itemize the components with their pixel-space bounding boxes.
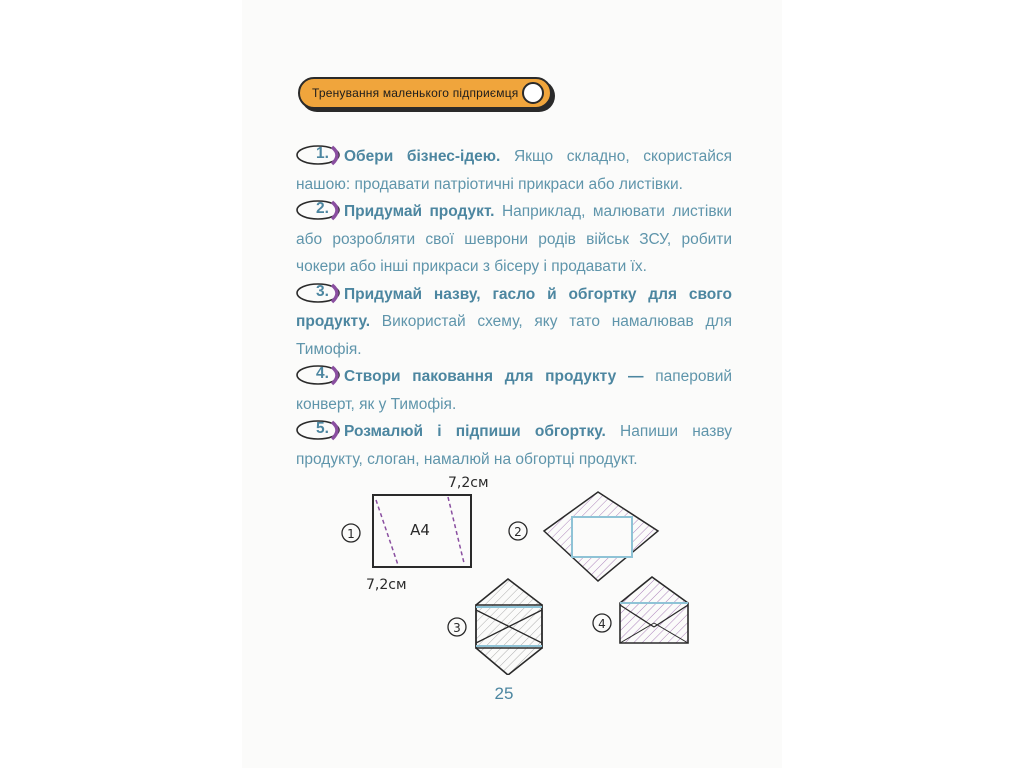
- step-number: 3.: [316, 282, 329, 300]
- step-2-figure: [509, 492, 658, 581]
- step-number: 2.: [316, 200, 329, 217]
- step-number: 4.: [316, 365, 329, 382]
- step-text: Напиши назву продукту, слоган, намалюй на обгортці продукт.: [296, 423, 732, 468]
- size-label-bottom: 7,2см: [366, 577, 407, 593]
- step-text: паперовий конверт, як у Тимофія.: [296, 368, 733, 413]
- step-text: Якщо складно, скористайся нашою: продавати патріотичні прикраси або листівки.: [296, 148, 732, 193]
- envelope-folding-diagram: [268, 465, 766, 675]
- step-text: Наприклад, малювати листівки або розробляти свої шеврони родів військ ЗСУ, робити чокери або інші прикраси з бісеру і продавати їх.: [296, 203, 732, 275]
- step-title: Обери бізнес-ідею.: [344, 148, 501, 165]
- step-number: 1.: [316, 145, 329, 162]
- step-number-badge: [296, 364, 340, 384]
- step-number-badge: [296, 282, 340, 302]
- step-2: [296, 198, 732, 281]
- step-text: Використай схему, яку тато намалював для Тимофія.: [296, 313, 732, 358]
- section-header-title: Тренування маленького підприємця: [312, 86, 519, 100]
- step-1-figure: [342, 475, 489, 593]
- step-title: Створи паковання для продукту —: [344, 368, 644, 385]
- step-marker-4-label: 4: [598, 617, 606, 631]
- step-3-figure: [448, 579, 542, 675]
- envelope-window: [572, 517, 632, 557]
- step-title: Придумай продукт.: [344, 203, 495, 220]
- step-title: Придумай назву, гасло й обгортку для свого продукту.: [296, 285, 732, 330]
- step-title: Розмалюй і підпиши обгортку.: [344, 423, 606, 440]
- step-number-badge: [296, 419, 340, 439]
- step-number: 5.: [316, 420, 329, 437]
- size-label-top: 7,2см: [448, 475, 489, 491]
- step-number-badge: [296, 144, 340, 164]
- step-marker-1-label: 1: [347, 527, 355, 541]
- steps-list: [296, 143, 732, 473]
- header-circle-icon: [522, 82, 544, 104]
- step-4-figure: [593, 577, 688, 643]
- step-4: [296, 363, 732, 418]
- step-1: [296, 143, 732, 198]
- sheet-label: А4: [410, 521, 430, 539]
- step-number-badge: [296, 199, 340, 219]
- step-marker-2-label: 2: [514, 525, 522, 539]
- step-marker-3-label: 3: [453, 621, 461, 635]
- step-3: [296, 281, 732, 364]
- section-header: [298, 77, 552, 109]
- page-number: 25: [494, 684, 514, 703]
